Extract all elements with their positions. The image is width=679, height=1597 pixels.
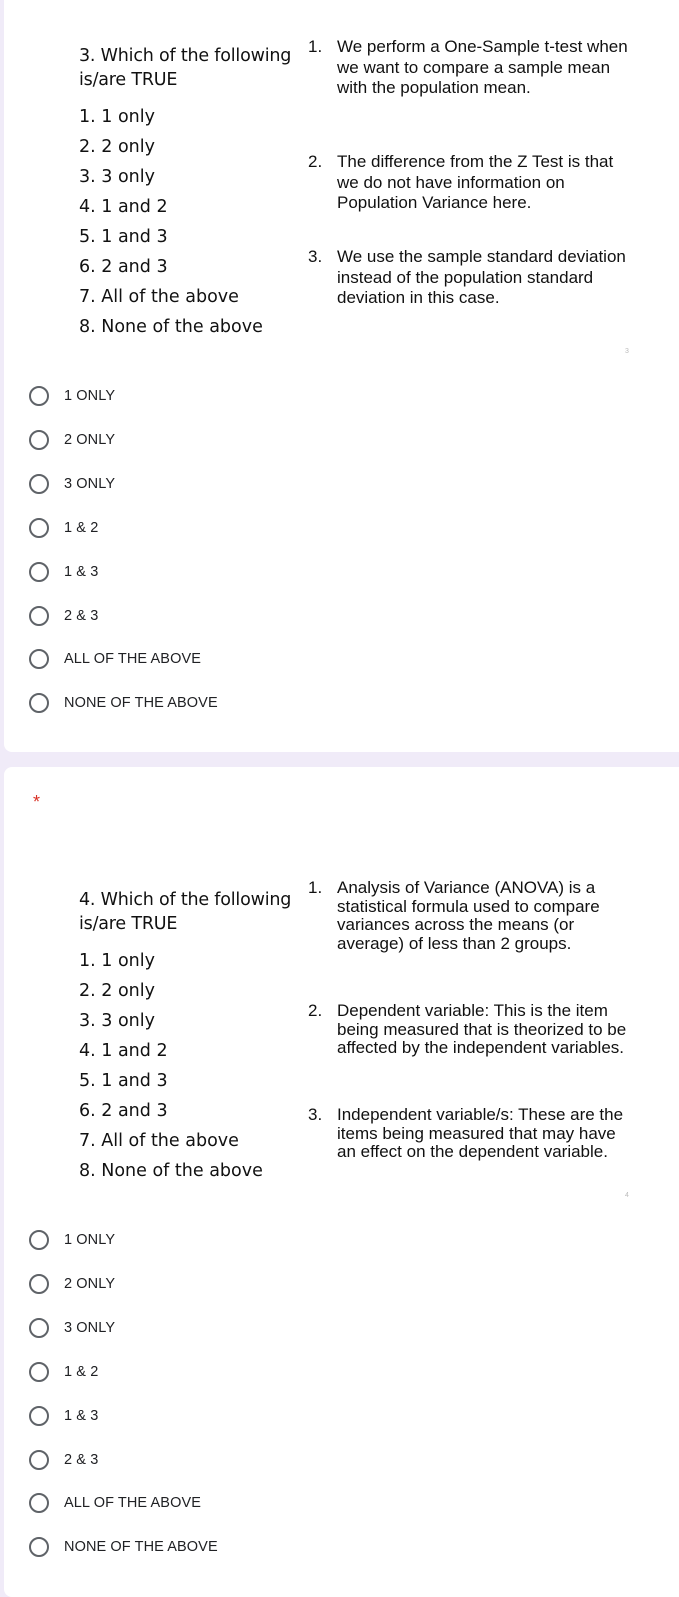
option-label: 1 & 3 — [64, 564, 99, 580]
option-1-only[interactable] — [29, 383, 115, 409]
radio-button[interactable] — [29, 1230, 49, 1250]
option-1-and-2[interactable] — [29, 515, 98, 541]
option-2-only[interactable] — [29, 427, 115, 453]
option-label: 1 ONLY — [64, 1232, 116, 1248]
list-item: 8. None of the above — [79, 1161, 263, 1181]
option-label: 2 ONLY — [64, 1276, 116, 1292]
radio-button[interactable] — [29, 1450, 49, 1470]
option-label: NONE OF THE ABOVE — [64, 1539, 218, 1555]
radio-button[interactable] — [29, 386, 49, 406]
radio-button[interactable] — [29, 606, 49, 626]
radio-button[interactable] — [29, 1274, 49, 1294]
question-4-title: 4. Which of the following is/are TRUE — [79, 890, 292, 934]
list-item: 2. 2 only — [79, 137, 155, 157]
option-label: 1 & 2 — [64, 1364, 99, 1380]
option-label: 1 & 3 — [64, 1408, 99, 1424]
list-item: 2. 2 only — [79, 981, 155, 1001]
list-item: 1. 1 only — [79, 107, 155, 127]
list-item: 1. 1 only — [79, 951, 155, 971]
list-item: 6. 2 and 3 — [79, 257, 168, 277]
option-3-only[interactable] — [29, 471, 115, 497]
question-3-title: 3. Which of the following is/are TRUE — [79, 46, 292, 90]
option-all-of-the-above[interactable] — [29, 1490, 201, 1516]
option-all-of-the-above[interactable] — [29, 646, 201, 672]
option-1-and-3[interactable] — [29, 1403, 98, 1429]
option-2-and-3[interactable] — [29, 1447, 98, 1473]
radio-button[interactable] — [29, 430, 49, 450]
option-label: 3 ONLY — [64, 476, 116, 492]
radio-button[interactable] — [29, 562, 49, 582]
list-item: 5. 1 and 3 — [79, 1071, 168, 1091]
page-number: 3 — [625, 348, 629, 355]
radio-button[interactable] — [29, 518, 49, 538]
option-label: 3 ONLY — [64, 1320, 116, 1336]
list-item: 4. 1 and 2 — [79, 1041, 168, 1061]
required-asterisk: * — [33, 792, 41, 812]
option-label: NONE OF THE ABOVE — [64, 695, 218, 711]
option-none-of-the-above[interactable] — [29, 690, 218, 716]
option-label: 2 & 3 — [64, 608, 99, 624]
list-item: 8. None of the above — [79, 317, 263, 337]
option-label: ALL OF THE ABOVE — [64, 651, 201, 667]
list-item: 5. 1 and 3 — [79, 227, 168, 247]
option-none-of-the-above[interactable] — [29, 1534, 218, 1560]
option-label: 1 ONLY — [64, 388, 116, 404]
option-2-and-3[interactable] — [29, 603, 98, 629]
radio-button[interactable] — [29, 1362, 49, 1382]
list-item: 7. All of the above — [79, 1131, 239, 1151]
option-label: ALL OF THE ABOVE — [64, 1495, 201, 1511]
question-3-left-column — [79, 44, 299, 342]
option-1-and-3[interactable] — [29, 559, 98, 585]
option-label: 2 & 3 — [64, 1452, 99, 1468]
option-label: 1 & 2 — [64, 520, 99, 536]
option-1-only[interactable] — [29, 1227, 115, 1253]
option-2-only[interactable] — [29, 1271, 115, 1297]
option-1-and-2[interactable] — [29, 1359, 98, 1385]
list-item: 6. 2 and 3 — [79, 1101, 168, 1121]
list-item: 3. 3 only — [79, 167, 155, 187]
radio-button[interactable] — [29, 1493, 49, 1513]
list-item: 4. 1 and 2 — [79, 197, 168, 217]
question-3-choice-list — [79, 102, 299, 342]
radio-button[interactable] — [29, 1537, 49, 1557]
radio-button[interactable] — [29, 474, 49, 494]
list-item: 7. All of the above — [79, 287, 239, 307]
radio-button[interactable] — [29, 1318, 49, 1338]
radio-button[interactable] — [29, 693, 49, 713]
option-label: 2 ONLY — [64, 432, 116, 448]
question-4-left-column — [79, 888, 299, 1186]
list-item: 3. 3 only — [79, 1011, 155, 1031]
page-number: 4 — [625, 1192, 629, 1199]
question-4-choice-list — [79, 946, 299, 1186]
radio-button[interactable] — [29, 1406, 49, 1426]
radio-button[interactable] — [29, 649, 49, 669]
option-3-only[interactable] — [29, 1315, 115, 1341]
